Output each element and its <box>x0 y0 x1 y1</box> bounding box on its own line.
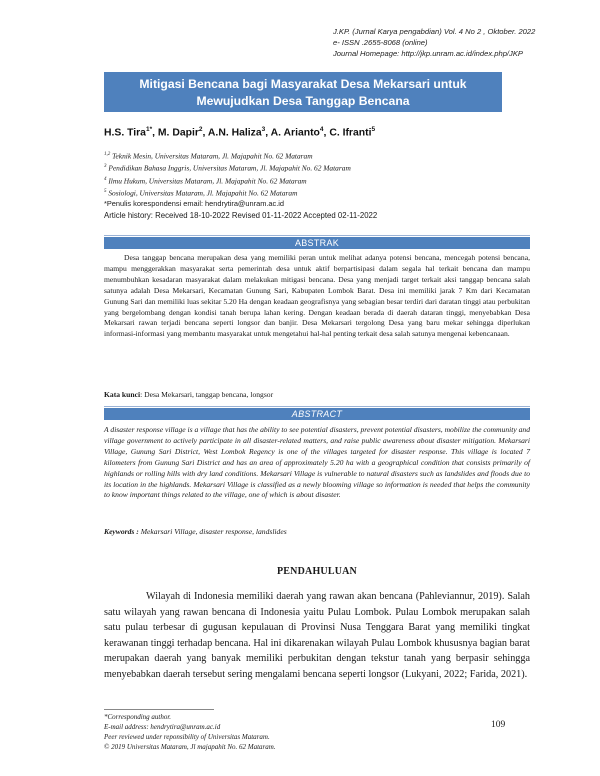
author-name: A. Arianto <box>270 127 320 139</box>
section-heading: PENDAHULUAN <box>277 566 357 577</box>
article-title <box>104 72 502 112</box>
keywords-en-label: Keywords : <box>104 527 139 536</box>
affiliation-sup: 3 <box>104 164 107 170</box>
author-name: H.S. Tira <box>104 127 146 139</box>
affiliation-item <box>104 150 524 162</box>
affiliation-text: Ilmu Hukum, Universitas Mataram, Jl. Majapahit No. 62 Mataram <box>106 176 307 185</box>
abstrak-text: Desa tanggap bencana merupakan desa yang memiliki peran untuk melihat adanya potensi bencana, mencegah potensi bencana, mampu menggerakkan masyarakat serta pemerintah desa untuk aktif berpartisipasi dalam segala hal terkait bencana dan mampu menumbuhkan kesadaran masyarakat dalam melakukan mitigasi bencana. Desa yang menjadi target terkait aksi tanggap bencana salah satunya adalah Desa Mekarsari, Kecamatan Gunung Sari, Kabupaten Lombok Barat. Desa ini memiliki jarak 7 Km dari Kecamatan Gunung Sari dan memiliki luas sekitar 5.20 Ha dengan keadaan geografisnya yang sebagian besar terdiri dari daratan tinggi atau perbukitan yang bergelombang dengan kondisi tanah berupa lahan kering. Dengan keadaan berada di daerah dataran tinggi, menyebabkan Desa Mekarsari rawan terjadi bencana seperti longsor dan banjir. Desa Mekarsari tergolong Desa yang baru mekar sehingga diperlukan informasi-informasi yang membantu masyarakat untuk mengetahui hal-hal penting terkait desa salah satunya mengenai kebencanaan. <box>104 253 530 339</box>
footnote-divider <box>104 709 214 710</box>
journal-homepage[interactable]: Journal Homepage: http://jkp.unram.ac.id/index.php/JKP <box>333 49 523 58</box>
keywords-en-value: Mekarsari Village, disaster response, landslides <box>138 527 287 536</box>
article-title-line-1: Mitigasi Bencana bagi Masyarakat Desa Mekarsari untuk <box>139 77 467 91</box>
divider <box>104 235 530 236</box>
author-name: A.N. Haliza <box>207 127 262 139</box>
affiliation-item <box>104 175 524 187</box>
footnote-peer-review: Peer reviewed under reponsibility of Universitas Mataram. <box>104 733 270 741</box>
affiliation-sup: 1,2 <box>104 152 111 157</box>
affiliation-text: Sosiologi, Universitas Mataram, Jl. Majapahit No. 62 Mataram <box>106 188 298 198</box>
keywords-id <box>104 390 273 399</box>
footnote-copyright: © 2019 Universitas Mataram, Jl majapahit No. 62 Mataram. <box>104 743 276 751</box>
author-sup: 5 <box>371 126 376 133</box>
affiliation-sup: 4 <box>104 176 107 182</box>
abstract-text: A disaster response village is a village that has the ability to see potential disasters, prevent potential disasters, mobilize the community and village government to actively participate in all disaster-related matters, and raise public awareness about disaster mitigation. Mekarsari Village, Gunung Sari District, West Lombok Regency is one of the villages targeted for disaster response. This village is located 7 kilometers from Gunung Sari District and has an area of approximately 5.20 ha with a geographical condition that consists primarily of highlands or rolling hills with dry land conditions. Mekarsari Village is vulnerable to natural disasters such as landslides and floods due to its location in the highlands. Mekarsari Village is classified as a newly blooming village so information is needed that helps the community to know important things related to the village, one of which is about disaster. <box>104 425 530 500</box>
affiliation-text: Pendidikan Bahasa Inggris, Universitas Mataram, Jl. Majapahit No. 62 Mataram <box>106 163 351 173</box>
affiliation-text: Teknik Mesin, Universitas Mataram, Jl. Majapahit No. 62 Mataram <box>110 151 313 161</box>
page-number: 109 <box>491 720 506 730</box>
correspondence-email: *Penulis korespondensi email: hendrytira@unram.ac.id <box>104 199 285 209</box>
author-name: M. Dapir <box>157 127 199 139</box>
affiliation-list <box>104 150 524 210</box>
affiliation-sup: 5 <box>104 188 107 194</box>
keywords-en <box>104 527 287 536</box>
body-paragraph: Wilayah di Indonesia memiliki daerah yang rawan akan bencana (Pahleviannur, 2019). Salah satu wilayah yang rawan bencana di Indonesia yaitu Pulau Lombok. Pulau Lombok merupakan salah satu pulau terbesar di gugusan kepulauan di Provinsi Nusa Tenggara Barat yang memiliki tingkat kerawanan tinggi terhadap bencana. Hal ini dikarenakan wilayah Pulau Lombok khususnya bagian barat merupakan daerah yang banyak memiliki perbukitan dengan tekstur tanah yang berpasir sehingga menyebabkan daerah tersebut sering mengalami bencana seperti longsor (Lukyani, 2022; Farida, 2021). <box>104 591 530 680</box>
author-sup: 4 <box>319 126 324 133</box>
abstract-heading: ABSTRACT <box>104 408 530 420</box>
keywords-id-label: Kata kunci <box>104 390 141 399</box>
author-sup: 3 <box>261 126 266 133</box>
article-title-line-2: Mewujudkan Desa Tanggap Bencana <box>196 94 410 108</box>
journal-issn: e- ISSN .2655-8068 (online) <box>333 38 428 47</box>
footnotes <box>104 712 404 752</box>
journal-citation: J.KP. (Jurnal Karya pengabdian) Vol. 4 No 2 , Oktober. 2022 <box>333 27 536 36</box>
abstrak-heading: ABSTRAK <box>104 237 530 249</box>
affiliation-item <box>104 187 524 199</box>
author-list: H.S. Tira$^{1*}$, M. Dapir$^2$, A.N. Haliza$^3$, A. Arianto$^4$, C. Ifranti$^5$ <box>104 126 376 139</box>
author-sup: 2 <box>198 126 203 133</box>
footnote-email: E-mail address: hendrytira@unram.ac.id <box>104 723 221 731</box>
journal-info <box>333 26 583 59</box>
author-name: C. Ifranti <box>329 127 372 139</box>
author-sup: 1* <box>145 126 153 133</box>
keywords-id-value: : Desa Mekarsari, tanggap bencana, longsor <box>140 390 274 399</box>
article-history: Article history: Received 18-10-2022 Revised 01-11-2022 Accepted 02-11-2022 <box>104 211 378 220</box>
affiliation-item <box>104 162 524 174</box>
footnote-corresponding: *Corresponding author. <box>104 713 172 721</box>
divider <box>104 406 530 407</box>
